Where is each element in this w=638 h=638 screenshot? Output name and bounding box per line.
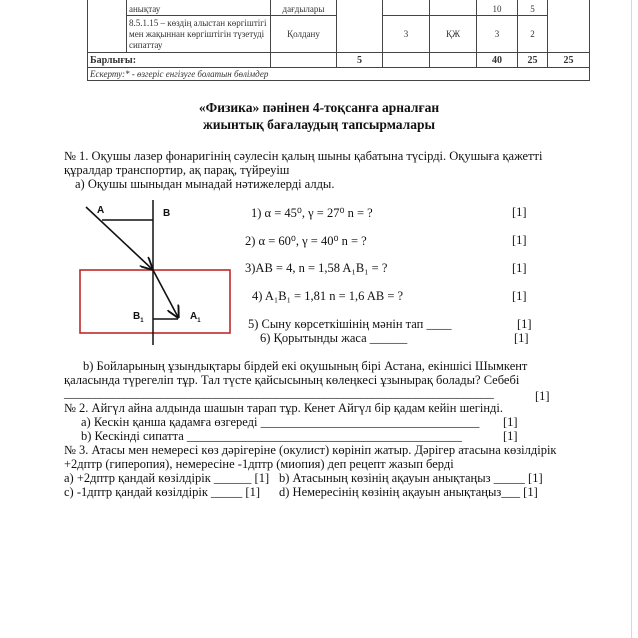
q1-item-5: 5) Сыну көрсеткішінің мәнін тап ____: [248, 317, 452, 331]
cell-score-top: 5: [518, 0, 548, 16]
q2-part-a: a) Кескін қанша қадамға өзгереді ___________________________________: [81, 415, 480, 429]
q1-part-b-1: b) Бойларының ұзындықтары бірдей екі оқушының бірі Астана, екіншісі Шымкент: [83, 359, 528, 373]
q1-item-6-mark: [1]: [514, 331, 529, 345]
q2-part-b: b) Кескінді сипатта ____________________________________________: [81, 429, 462, 443]
total-time: 40: [477, 53, 518, 68]
q3-part-d: d) Немересінің көзінің ақауын анықтаңыз___ [1]: [279, 485, 538, 499]
cell-level: Қолдану: [271, 16, 337, 53]
cell-type: ҚЖ: [430, 16, 477, 53]
q1-item-2: 2) α = 60⁰, γ = 40⁰ n = ?: [245, 234, 367, 248]
label-b1-letter: B: [133, 311, 141, 322]
label-a1-sub: 1: [197, 318, 201, 324]
q3-part-c: c) -1дптр қандай көзілдірік _____ [1]: [64, 485, 260, 499]
label-b: B: [163, 208, 171, 219]
label-b1: [133, 311, 144, 324]
q1-item-4: 4) A₁B₁ = 1,81 n = 1,6 AB = ?: [252, 289, 404, 303]
q1-item-3-mark: [1]: [512, 261, 527, 275]
q1-item-1: 1) α = 45⁰, γ = 27⁰ n = ?: [251, 206, 373, 220]
q1-text-2: құралдар транспортир, ақ парақ, түйреуіш: [64, 163, 290, 177]
title-line-1: «Физика» пәнінен 4-тоқсанға арналған: [198, 100, 440, 115]
title-line-2: жиынтық бағалаудың тапсырмалары: [202, 117, 436, 132]
cell-count: 3: [383, 16, 430, 53]
cell-objective: 8.5.1.15 – көздің алыстан көргіштігі мен жақыннан көргіштігін түзетуді сипаттау: [127, 16, 271, 53]
label-a1: [190, 311, 201, 324]
refracted-ray: [153, 270, 178, 317]
q3-text-1: № 3. Атасы мен немересі көз дәрігеріне (окулист) көрініп жатыр. Дәрігер атасына көзілдірік: [64, 443, 557, 457]
q1-item-5-mark: [1]: [517, 317, 532, 331]
q1-item-1-mark: [1]: [512, 205, 527, 219]
q3-part-b: b) Атасының көзінің ақауын анықтаңыз _____ [1]: [279, 471, 543, 485]
q1-part-b-2: қаласында түрегеліп тұр. Тал түсте қайсысының көлеңкесі ұзынырақ болады? Себебі: [64, 373, 520, 387]
glass-slab: [80, 270, 230, 333]
q1-item-6: 6) Қорытынды жаса ______: [260, 331, 408, 345]
label-b1-sub: 1: [140, 318, 144, 324]
total-score: 25: [518, 53, 548, 68]
label-a1-letter: A: [190, 311, 198, 322]
q1-part-b-mark: [1]: [535, 389, 550, 403]
incident-ray: [86, 207, 152, 269]
q3-text-2: +2дптр (гиперопия), немересіне -1дптр (миопия) деп рецепт жазып берді: [64, 457, 454, 471]
total-label: Барлығы:: [88, 53, 271, 68]
q1-item-4-mark: [1]: [512, 289, 527, 303]
cell-score: 2: [518, 16, 548, 53]
cell-level-top: дағдылары: [271, 0, 337, 16]
q1-item-3: 3)AB = 4, n = 1,58 A₁B₁ = ?: [245, 261, 388, 275]
q2-part-b-mark: [1]: [503, 429, 518, 443]
label-a: A: [97, 205, 105, 216]
q1-text-1: № 1. Оқушы лазер фонаригінің сәулесін қалың шыны қабатына түсірді. Оқушыға қажетті: [64, 149, 543, 163]
q2-text: № 2. Айгүл айна алдында шашын тарап тұр. Кенет Айгүл бір қадам кейін шегінді.: [64, 401, 503, 415]
total-section-score: 25: [548, 53, 590, 68]
cell-time-top: 10: [477, 0, 518, 16]
cell-objective-top: анықтау: [127, 0, 271, 16]
q1-part-b-answer-line[interactable]: _______________________________________________________________________: [64, 386, 494, 400]
q3-part-a: a) +2дптр қандай көзілдірік ______ [1]: [64, 471, 270, 485]
q1-part-a: а) Оқушы шыныдан мынадай нәтижелерді алды.: [75, 177, 335, 191]
q2-part-a-mark: [1]: [503, 415, 518, 429]
table-note: Ескерту:* - өзгеріс енгізуге болатын бөлімдер: [88, 68, 590, 81]
q1-item-2-mark: [1]: [512, 233, 527, 247]
total-tasks: 5: [337, 53, 383, 68]
cell-time: 3: [477, 16, 518, 53]
